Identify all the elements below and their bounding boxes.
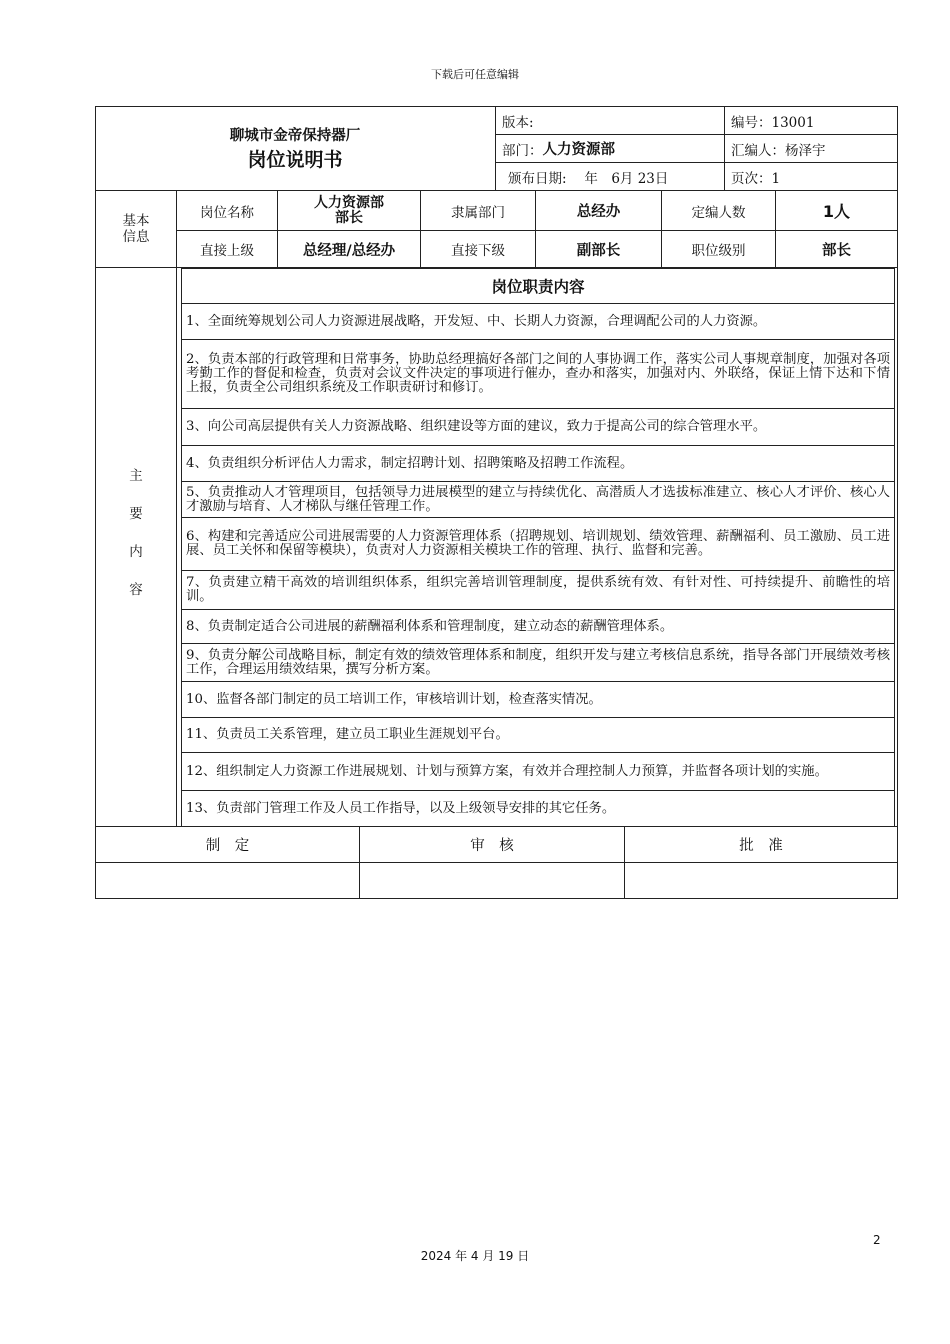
page-number: 2 [873, 1233, 881, 1247]
position-name-value: 人力资源部 部长 [314, 194, 384, 226]
footer-date: 2024 年 4 月 19 日 [420, 1249, 530, 1263]
reviewed-signature-cell [360, 863, 624, 898]
prepared-label: 制 定 [205, 838, 250, 854]
dept-value: 总经办 [576, 204, 621, 220]
duty-item: 6、构建和完善适应公司进展需要的人力资源管理体系（招聘规划、培训规划、绩效管理、薪酬福利、员工激励、员工进展、员工关怀和保留等模块），负责对人力资源相关模块工作的管理、执行、监督和完善。 [186, 529, 890, 558]
approved-signature-cell [625, 863, 897, 898]
duty-item: 1、全面统筹规划公司人力资源进展战略，开发短、中、长期人力资源，合理调配公司的人力资源。 [186, 313, 767, 329]
approved-label: 批 准 [739, 838, 783, 854]
duty-item: 3、向公司高层提供有关人力资源战略、组织建设等方面的建议，致力于提高公司的综合管理水平。 [186, 419, 767, 434]
company-name: 聊城市金帝保持器厂 [229, 127, 361, 144]
dept-label: 隶属部门 [451, 204, 505, 221]
level-label: 职位级别 [691, 243, 746, 259]
duties-heading: 岗位职责内容 [491, 277, 585, 296]
page-count-field: 页次：1 [731, 170, 781, 187]
duty-item: 7、负责建立精干高效的培训组织体系，组织完善培训管理制度，提供系统有效、有针对性、可持续提升、前瞻性的培训。 [186, 575, 890, 604]
duties-side-label: 主 要 内 容 [129, 468, 143, 598]
number-field: 编号：13001 [731, 114, 815, 131]
compiler-field: 汇编人：杨泽宇 [731, 142, 826, 159]
document-title: 岗位说明书 [247, 148, 343, 171]
duty-item: 5、负责推动人才管理项目，包括领导力进展模型的建立与持续优化、高潜质人才选拔标准建立、核心人才评价、核心人才激励与培育、人才梯队与继任管理工作。 [186, 484, 890, 514]
duty-item: 8、负责制定适合公司进展的薪酬福利体系和管理制度，建立动态的薪酬管理体系。 [186, 618, 674, 634]
duty-item: 10、监督各部门制定的员工培训工作，审核培训计划，检查落实情况。 [186, 691, 602, 707]
subordinate-value: 副部长 [576, 242, 621, 259]
prepared-signature-cell [96, 863, 359, 898]
subordinate-label: 直接下级 [451, 243, 505, 259]
superior-value: 总经理/总经办 [302, 242, 396, 259]
page-header-note: 下载后可任意编辑 [431, 68, 519, 81]
duty-item: 11、负责员工关系管理，建立员工职业生涯规划平台。 [186, 727, 509, 742]
duty-item: 9、负责分解公司战略目标，制定有效的绩效管理体系和制度，组织开发与建立考核信息系统，指导各部门开展绩效考核工作，合理运用绩效结果，撰写分析方案。 [186, 647, 890, 677]
superior-label: 直接上级 [200, 243, 254, 259]
duty-item: 2、负责本部的行政管理和日常事务，协助总经理搞好各部门之间的人事协调工作，落实公司人事规章制度，加强对各项考勤工作的督促和检查，负责对会议文件决定的事项进行催办，查办和落实，加强对内、外联络，保证上情下达和下情上报，负责全公司组织系统及工作职责研讨和修订。 [186, 352, 890, 395]
issue-date-field: 颁布日期: 年 6月 23日 [508, 170, 669, 187]
position-name-label: 岗位名称 [200, 204, 254, 221]
reviewed-label: 审 核 [470, 838, 514, 854]
department-field: 部门： 人力资源部 [502, 142, 615, 159]
duty-item: 12、组织制定人力资源工作进展规划、计划与预算方案，有效并合理控制人力预算，并监督各项计划的实施。 [186, 763, 828, 779]
headcount-value: 1人 [822, 202, 851, 221]
duty-item: 4、负责组织分析评估人力需求，制定招聘计划、招聘策略及招聘工作流程。 [186, 455, 634, 471]
level-value: 部长 [822, 242, 851, 259]
version-field: 版本: [502, 114, 534, 131]
basic-info-label: 基本 信息 [122, 213, 150, 245]
headcount-label: 定编人数 [691, 204, 746, 221]
duty-item: 13、负责部门管理工作及人员工作指导，以及上级领导安排的其它任务。 [186, 800, 616, 816]
